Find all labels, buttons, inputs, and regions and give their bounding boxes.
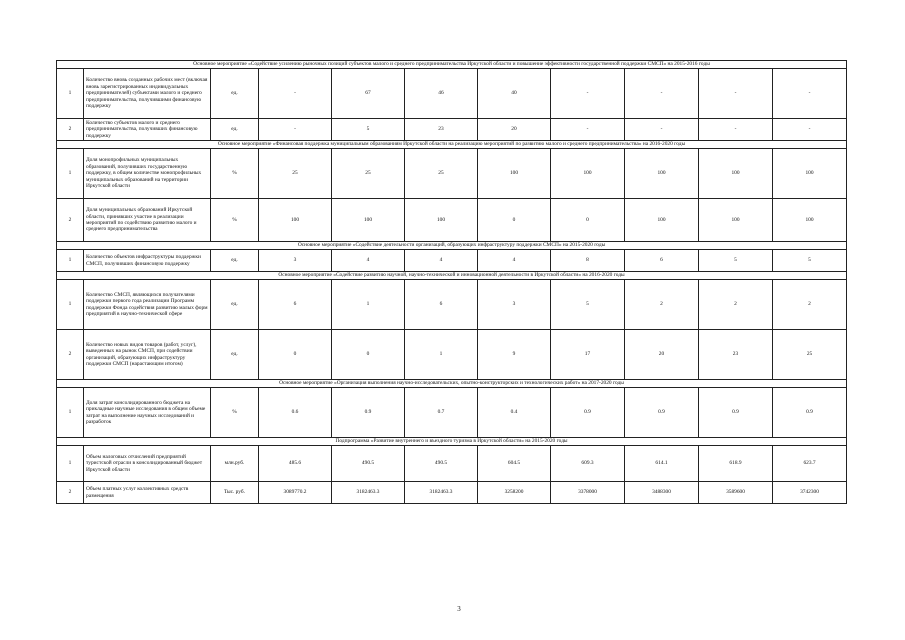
row-number: 1 <box>57 69 84 119</box>
indicator-name: Количество вновь созданных рабочих мест (включая вновь зарегистрированных индивидуальных предпринимателей) субъектами малого и среднего предпринимательства, получившими финансовую поддержку <box>84 69 211 119</box>
value-cell: 100 <box>405 199 478 242</box>
unit-cell: ед. <box>211 330 259 380</box>
table-row <box>57 330 847 380</box>
value-cell: 3182463.3 <box>405 482 478 504</box>
row-number: 1 <box>57 149 84 199</box>
unit-cell: % <box>211 388 259 438</box>
value-cell: - <box>625 69 699 119</box>
value-cell: 100 <box>332 199 405 242</box>
value-cell: 5 <box>332 119 405 141</box>
indicator-name: Количество СМСП, являющихся получателями поддержки первого года реализации Программ поддержки Фонда содействия развитию малых форм предприятий в научно-технической сфере <box>84 280 211 330</box>
value-cell: 6 <box>405 280 478 330</box>
section-title: Основное мероприятие «Содействие деятельности организаций, образующих инфраструктуру поддержки СМСП» на 2015-2020 годы <box>57 242 847 250</box>
value-cell: 100 <box>699 149 773 199</box>
value-cell: 2 <box>773 280 847 330</box>
value-cell: - <box>551 119 625 141</box>
indicator-name: Доля муниципальных образований Иркутской области, принявших участие в реализации мероприятий по содействию развитию малого и среднего предпринимательства <box>84 199 211 242</box>
value-cell: 0.9 <box>773 388 847 438</box>
value-cell: 1 <box>332 280 405 330</box>
value-cell: 0.6 <box>259 388 332 438</box>
section-header-row <box>57 61 847 69</box>
row-number: 1 <box>57 446 84 482</box>
table-row <box>57 250 847 272</box>
value-cell: 3 <box>478 280 551 330</box>
table-row <box>57 280 847 330</box>
unit-cell: ед. <box>211 69 259 119</box>
value-cell: 23 <box>405 119 478 141</box>
row-number: 1 <box>57 280 84 330</box>
unit-cell: ед. <box>211 119 259 141</box>
indicator-name: Количество субъектов малого и среднего предпринимательства, получивших финансовую поддержку <box>84 119 211 141</box>
value-cell: - <box>699 69 773 119</box>
value-cell: 25 <box>773 330 847 380</box>
indicator-name: Объем платных услуг коллективных средств размещения <box>84 482 211 504</box>
value-cell: 100 <box>625 199 699 242</box>
section-title: Основное мероприятие «Содействие усилению рыночных позиций субъектов малого и среднего предпринимательства Иркутской области и повышение эффективности государственной поддержки СМСП» на 2015-2016 годы <box>57 61 847 69</box>
value-cell: 8 <box>551 250 625 272</box>
value-cell: 3182463.3 <box>332 482 405 504</box>
value-cell: 618.9 <box>699 446 773 482</box>
value-cell: 0 <box>551 199 625 242</box>
indicator-name: Количество новых видов товаров (работ, услуг), выведенных на рынок СМСП, при содействии организаций, образующих инфраструктуру поддержки СМСП (нарастающим итогом) <box>84 330 211 380</box>
value-cell: 3258200 <box>478 482 551 504</box>
value-cell: 609.3 <box>551 446 625 482</box>
unit-cell: Тыс. руб. <box>211 482 259 504</box>
unit-cell: ед. <box>211 280 259 330</box>
value-cell: 490.5 <box>405 446 478 482</box>
table-row <box>57 199 847 242</box>
row-number: 1 <box>57 388 84 438</box>
value-cell: 46 <box>405 69 478 119</box>
value-cell: - <box>773 69 847 119</box>
value-cell: 0 <box>478 199 551 242</box>
value-cell: 25 <box>332 149 405 199</box>
value-cell: 100 <box>699 199 773 242</box>
value-cell: 100 <box>478 149 551 199</box>
row-number: 2 <box>57 199 84 242</box>
value-cell: 604.5 <box>478 446 551 482</box>
value-cell: - <box>625 119 699 141</box>
value-cell: 485.6 <box>259 446 332 482</box>
section-header-row <box>57 141 847 149</box>
value-cell: - <box>259 119 332 141</box>
value-cell: 40 <box>478 69 551 119</box>
value-cell: 20 <box>625 330 699 380</box>
table-row <box>57 388 847 438</box>
section-header-row <box>57 272 847 280</box>
unit-cell: млн.руб. <box>211 446 259 482</box>
value-cell: 2 <box>625 280 699 330</box>
section-header-row <box>57 380 847 388</box>
value-cell: 5 <box>773 250 847 272</box>
value-cell: 623.7 <box>773 446 847 482</box>
section-header-row <box>57 438 847 446</box>
value-cell: 3488300 <box>625 482 699 504</box>
row-number: 2 <box>57 482 84 504</box>
row-number: 2 <box>57 119 84 141</box>
value-cell: 0 <box>259 330 332 380</box>
value-cell: 20 <box>478 119 551 141</box>
row-number: 1 <box>57 250 84 272</box>
value-cell: 3378000 <box>551 482 625 504</box>
indicator-name: Количество объектов инфраструктуры поддержки СМСП, получивших финансовую поддержку <box>84 250 211 272</box>
unit-cell: % <box>211 199 259 242</box>
value-cell: 100 <box>773 149 847 199</box>
table-row <box>57 482 847 504</box>
value-cell: 100 <box>625 149 699 199</box>
value-cell: 0.9 <box>332 388 405 438</box>
value-cell: 0.4 <box>478 388 551 438</box>
row-number: 2 <box>57 330 84 380</box>
value-cell: 25 <box>405 149 478 199</box>
value-cell: 4 <box>405 250 478 272</box>
value-cell: 100 <box>551 149 625 199</box>
table-row <box>57 119 847 141</box>
page-number: 3 <box>457 605 461 613</box>
value-cell: - <box>773 119 847 141</box>
value-cell: 5 <box>551 280 625 330</box>
table-row <box>57 69 847 119</box>
value-cell: - <box>551 69 625 119</box>
value-cell: 23 <box>699 330 773 380</box>
value-cell: 100 <box>259 199 332 242</box>
section-title: Основное мероприятие «Содействие развитию научной, научно-технической и инновационной деятельности в Иркутской области» на 2016-2020 годы <box>57 272 847 280</box>
indicator-name: Объем налоговых отчислений предприятий туристской отрасли в консолидированный бюджет Иркутской области <box>84 446 211 482</box>
value-cell: 1 <box>405 330 478 380</box>
value-cell: 4 <box>478 250 551 272</box>
value-cell: 3089770.2 <box>259 482 332 504</box>
value-cell: 6 <box>259 280 332 330</box>
indicator-name: Доля затрат консолидированного бюджета на прикладные научные исследования в общем объеме затрат на выполнение научных исследований и разработок <box>84 388 211 438</box>
value-cell: 5 <box>699 250 773 272</box>
value-cell: 0 <box>332 330 405 380</box>
value-cell: 0.9 <box>551 388 625 438</box>
value-cell: 6 <box>625 250 699 272</box>
value-cell: 25 <box>259 149 332 199</box>
value-cell: 9 <box>478 330 551 380</box>
value-cell: 100 <box>773 199 847 242</box>
indicator-name: Доля монопрофильных муниципальных образований, получивших государственную поддержку, в общем количестве монопрофильных муниципальных образований на территории Иркутской области <box>84 149 211 199</box>
table-row <box>57 446 847 482</box>
value-cell: 0.9 <box>625 388 699 438</box>
value-cell: 2 <box>699 280 773 330</box>
section-title: Основное мероприятие «Финансовая поддержка муниципальным образованиям Иркутской области на реализацию мероприятий по развитию малого и среднего предпринимательства» на 2016-2020 годы <box>57 141 847 149</box>
value-cell: - <box>699 119 773 141</box>
unit-cell: ед. <box>211 250 259 272</box>
value-cell: 490.5 <box>332 446 405 482</box>
value-cell: 3 <box>259 250 332 272</box>
value-cell: 0.7 <box>405 388 478 438</box>
section-title: Основное мероприятие «Организация выполнения научно-исследовательских, опытно-конструкторских и технологических работ» на 2017-2020 годы <box>57 380 847 388</box>
table-row <box>57 149 847 199</box>
value-cell: 67 <box>332 69 405 119</box>
value-cell: 3742300 <box>773 482 847 504</box>
value-cell: 614.1 <box>625 446 699 482</box>
value-cell: 3589600 <box>699 482 773 504</box>
value-cell: - <box>259 69 332 119</box>
unit-cell: % <box>211 149 259 199</box>
value-cell: 17 <box>551 330 625 380</box>
indicators-table <box>56 60 847 504</box>
section-title: Подпрограмма «Развитие внутреннего и въездного туризма в Иркутской области» на 2015-2020 годы <box>57 438 847 446</box>
value-cell: 4 <box>332 250 405 272</box>
value-cell: 0.9 <box>699 388 773 438</box>
section-header-row <box>57 242 847 250</box>
